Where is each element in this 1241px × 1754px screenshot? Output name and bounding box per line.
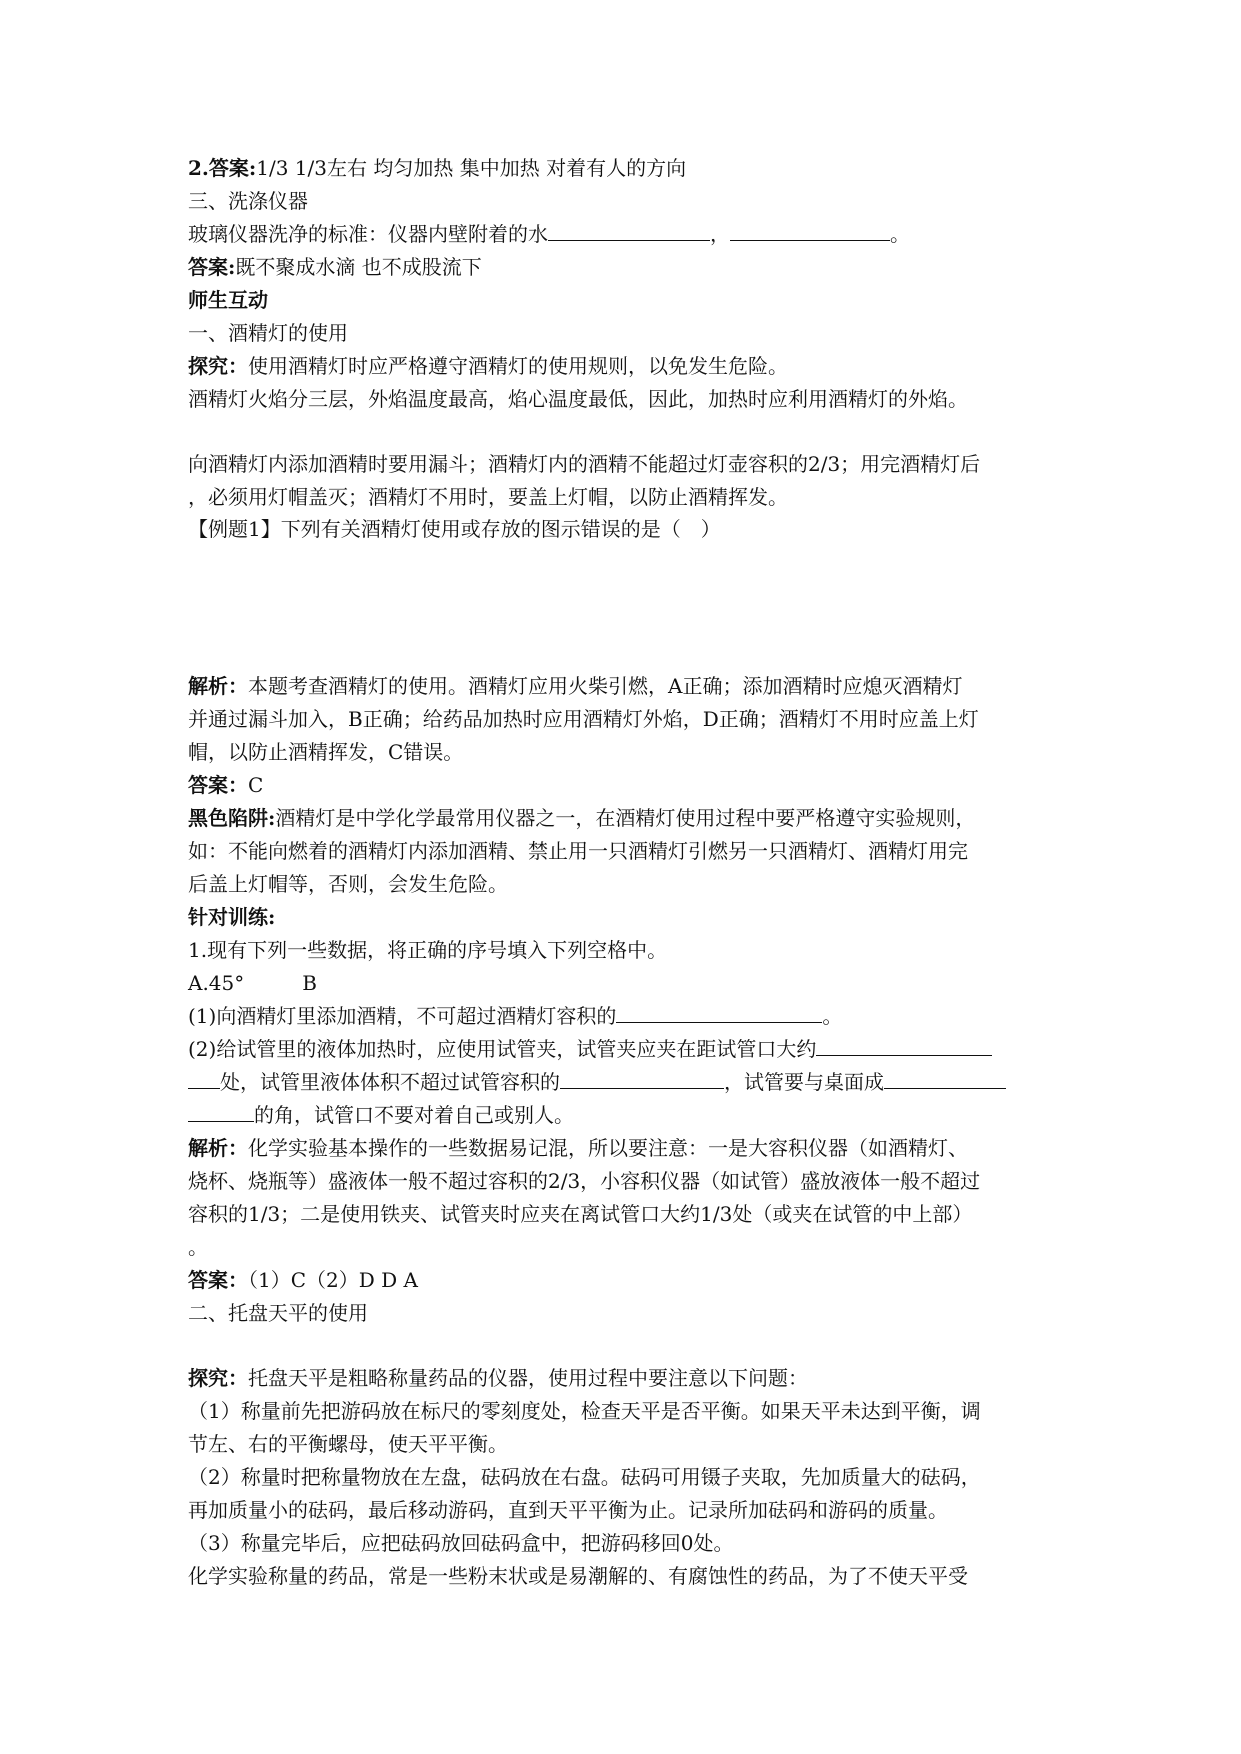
trap-text: 酒精灯是中学化学最常用仪器之一，在酒精灯使用过程中要严格遵守实验规则，	[275, 806, 976, 830]
blank-line	[188, 1068, 220, 1089]
analysis-text: 本题考查酒精灯的使用。酒精灯应用火柴引燃，A正确；添加酒精时应熄灭酒精灯	[248, 674, 963, 698]
paragraph-line: ，必须用灯帽盖灭；酒精灯不用时，要盖上灯帽，以防止酒精挥发。	[188, 485, 788, 509]
part-2-text-mid: ，试管要与桌面成	[724, 1070, 884, 1094]
analysis-line	[188, 672, 962, 700]
explore-text: 托盘天平是粗略称量药品的仪器，使用过程中要注意以下问题：	[248, 1366, 808, 1390]
blank-line	[884, 1068, 1006, 1089]
answer-line-2	[188, 154, 686, 182]
question-comma: ，	[710, 222, 730, 246]
question-line	[188, 220, 910, 248]
paragraph-line: 向酒精灯内添加酒精时要用漏斗；酒精灯内的酒精不能超过灯壶容积的2/3；用完酒精灯后	[188, 452, 981, 476]
blank-line	[560, 1068, 724, 1089]
answer-label: 答案：	[188, 773, 248, 797]
exercise-options	[188, 969, 317, 997]
question-end: 。	[890, 222, 910, 246]
analysis-label: 解析：	[188, 1136, 248, 1160]
example-question: 【例题1】下列有关酒精灯使用或存放的图示错误的是（ ）	[188, 517, 721, 541]
exercise-part-2-cont	[188, 1068, 1006, 1096]
part-1-end: 。	[822, 1004, 843, 1028]
blank-line	[816, 1035, 992, 1056]
analysis-text: 化学实验基本操作的一些数据易记混，所以要注意：一是大容积仪器（如酒精灯、	[248, 1136, 968, 1160]
trap-line	[188, 804, 975, 832]
answer-label: 答案：	[188, 1268, 248, 1292]
answer-line	[188, 253, 482, 281]
part-2-text-end: 的角，试管口不要对着自己或别人。	[254, 1103, 574, 1127]
paragraph-line: 帽，以防止酒精挥发，C错误。	[188, 740, 464, 764]
paragraph-line: （3）称量完毕后，应把砝码放回砝码盒中，把游码移回0处。	[188, 1531, 734, 1555]
answer-text: 既不聚成水滴 也不成股流下	[235, 255, 482, 279]
paragraph-line: 再加质量小的砝码，最后移动游码，直到天平平衡为止。记录所加砝码和游码的质量。	[188, 1498, 948, 1522]
paragraph-line: 容积的1/3；二是使用铁夹、试管夹时应夹在离试管口大约1/3处（或夹在试管的中上部）	[188, 1202, 973, 1226]
section-heading-balance: 二、托盘天平的使用	[188, 1301, 368, 1325]
answer-text: C	[248, 773, 264, 797]
paragraph-line: 如：不能向燃着的酒精灯内添加酒精、禁止用一只酒精灯引燃另一只酒精灯、酒精灯用完	[188, 839, 968, 863]
section-heading-alcohol-lamp: 一、酒精灯的使用	[188, 321, 348, 345]
trap-label: 黑色陷阱:	[188, 806, 276, 830]
blank-line	[730, 220, 890, 241]
paragraph-line: 化学实验称量的药品，常是一些粉末状或是易潮解的、有腐蚀性的药品，为了不使天平受	[188, 1564, 968, 1588]
paragraph-line: （2）称量时把称量物放在左盘，砝码放在右盘。砝码可用镊子夹取，先加质量大的砝码，	[188, 1465, 981, 1489]
explore-label: 探究：	[188, 1366, 248, 1390]
paragraph-line: 并通过漏斗加入，B正确；给药品加热时应用酒精灯外焰，D正确；酒精灯不用时应盖上灯	[188, 707, 979, 731]
blank-line	[548, 220, 710, 241]
part-1-text: (1)向酒精灯里添加酒精，不可超过酒精灯容积的	[188, 1004, 617, 1028]
analysis-line	[188, 1134, 968, 1162]
explore-text: 使用酒精灯时应严格遵守酒精灯的使用规则，以免发生危险。	[248, 354, 788, 378]
explore-line	[188, 352, 788, 380]
paragraph-line: 后盖上灯帽等，否则，会发生危险。	[188, 872, 508, 896]
section-heading-washing: 三、洗涤仪器	[188, 189, 308, 213]
paragraph-line: （1）称量前先把游码放在标尺的零刻度处，检查天平是否平衡。如果天平未达到平衡，调	[188, 1399, 981, 1423]
answer-label: 答案:	[188, 255, 236, 279]
section-heading-interaction: 师生互动	[188, 288, 268, 312]
answer-line	[188, 771, 263, 799]
explore-label: 探究：	[188, 354, 248, 378]
practice-heading: 针对训练:	[188, 905, 276, 929]
exercise-part-1	[188, 1002, 842, 1030]
exercise-question: 1.现有下列一些数据，将正确的序号填入下列空格中。	[188, 938, 668, 962]
explore-line	[188, 1364, 808, 1392]
part-2-text: (2)给试管里的液体加热时，应使用试管夹，试管夹应夹在距试管口大约	[188, 1037, 817, 1061]
option-a: A.45°	[188, 971, 245, 995]
question-text: 玻璃仪器洗净的标准：仪器内壁附着的水	[188, 222, 548, 246]
part-2-text-cont: 处，试管里液体体积不超过试管容积的	[220, 1070, 560, 1094]
answer-text: 1/3 1/3左右 均匀加热 集中加热 对着有人的方向	[256, 156, 687, 180]
analysis-label: 解析：	[188, 674, 248, 698]
option-b: B	[302, 971, 317, 995]
answer-line	[188, 1266, 418, 1294]
paragraph-line: 酒精灯火焰分三层，外焰温度最高，焰心温度最低，因此，加热时应利用酒精灯的外焰。	[188, 387, 968, 411]
paragraph-line: 。	[188, 1235, 208, 1259]
paragraph-line: 烧杯、烧瓶等）盛液体一般不超过容积的2/3，小容积仪器（如试管）盛放液体一般不超过	[188, 1169, 981, 1193]
blank-line	[616, 1002, 822, 1023]
exercise-part-2-end	[188, 1101, 574, 1129]
answer-label: 2.答案:	[188, 156, 257, 180]
answer-text: （1）C（2）D D A	[248, 1268, 418, 1292]
paragraph-line: 节左、右的平衡螺母，使天平平衡。	[188, 1432, 508, 1456]
blank-line	[188, 1101, 254, 1122]
exercise-part-2	[188, 1035, 992, 1063]
